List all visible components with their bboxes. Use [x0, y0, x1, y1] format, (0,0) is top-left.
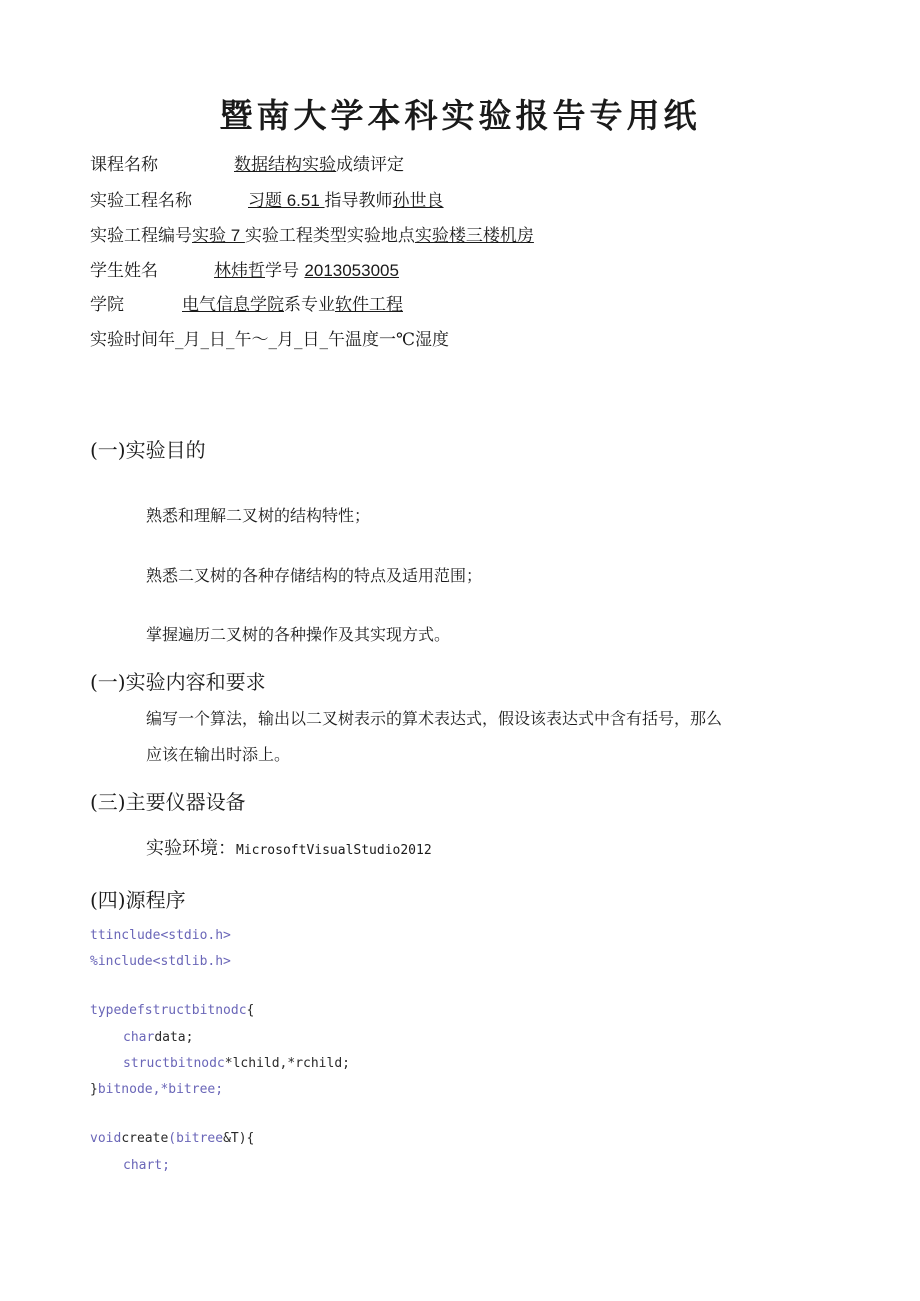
code-identifier: bitnodc	[169, 1056, 225, 1071]
environment-line	[146, 834, 432, 860]
code-line	[90, 1030, 193, 1045]
student-label: 学生姓名	[90, 261, 158, 281]
id-label: 学号	[265, 261, 305, 281]
major-value: 软件工程	[335, 295, 403, 315]
number-label: 实验工程编号	[90, 226, 192, 246]
code-text: {	[246, 1003, 255, 1018]
code-keyword: typedefstruct	[90, 1003, 192, 1018]
college-value: 电气信息学院	[182, 295, 284, 315]
code-text: (	[168, 1131, 177, 1146]
environment-label: 实验环境：	[146, 838, 236, 859]
time-row: 实验时间年_月_日_午～_月_日_午温度一℃湿度	[90, 330, 450, 350]
code-text: &T){	[223, 1131, 255, 1146]
course-row	[90, 150, 404, 175]
grade-label: 成绩评定	[336, 155, 404, 175]
code-keyword: char	[123, 1030, 155, 1045]
code-line: chart;	[123, 1158, 170, 1173]
section-content-title: (一)实验内容和要求	[90, 670, 266, 694]
code-text: }	[90, 1082, 98, 1097]
content-text: 编写一个算法，输出以二叉树表示的算术表达式，假设该表达式中含有括号，那么	[146, 709, 723, 728]
content-text: 应该在输出时添上。	[146, 745, 291, 764]
student-value: 林炜哲	[214, 261, 265, 281]
code-line	[90, 1082, 223, 1097]
code-line	[90, 1003, 254, 1018]
code-identifier: bitree	[176, 1131, 224, 1146]
code-line: %include<stdlib.h>	[90, 954, 231, 969]
code-identifier: bitnodc	[191, 1003, 247, 1018]
dept-label: 系	[284, 295, 301, 315]
environment-value: MicrosoftVisualStudio2012	[236, 843, 432, 858]
code-text: create	[121, 1131, 169, 1146]
code-text: data;	[154, 1030, 194, 1045]
course-value: 数据结构实验	[234, 155, 336, 175]
project-value: 习题 6.51	[248, 191, 325, 210]
number-value: 实验 7	[192, 226, 245, 245]
code-line: ttinclude<stdio.h>	[90, 928, 231, 943]
code-keyword: struct	[123, 1056, 170, 1071]
objective-item: 熟悉二叉树的各种存储结构的特点及适用范围；	[146, 566, 483, 585]
project-label: 实验工程名称	[90, 191, 192, 211]
objective-item: 掌握遍历二叉树的各种操作及其实现方式。	[146, 625, 451, 644]
college-label: 学院	[90, 295, 124, 315]
teacher-label: 指导教师	[324, 191, 393, 211]
teacher-value: 孙世良	[392, 191, 444, 211]
project-row	[90, 186, 444, 211]
code-line	[90, 1131, 254, 1146]
location-label: 实验地点	[346, 226, 415, 246]
objective-item: 熟悉和理解二叉树的结构特性；	[146, 506, 371, 525]
location-value: 实验楼三楼机房	[414, 226, 534, 246]
code-line	[90, 1056, 350, 1071]
section-objective-title: (一)实验目的	[90, 438, 206, 462]
college-row	[90, 290, 403, 315]
type-label: 实验工程类型	[244, 226, 347, 246]
code-keyword: void	[90, 1131, 122, 1146]
code-identifier: bitnode,*bitree;	[97, 1082, 224, 1097]
code-text: *lchild,*rchild;	[224, 1056, 350, 1071]
number-row	[90, 221, 534, 246]
section-source-title: (四)源程序	[90, 888, 186, 912]
id-value: 2013053005	[304, 261, 399, 280]
major-label: 专业	[301, 295, 335, 315]
course-label: 课程名称	[90, 155, 158, 175]
student-row	[90, 256, 399, 281]
section-equipment-title: (三)主要仪器设备	[90, 790, 246, 814]
page-title: 暨南大学本科实验报告专用纸	[219, 96, 701, 135]
